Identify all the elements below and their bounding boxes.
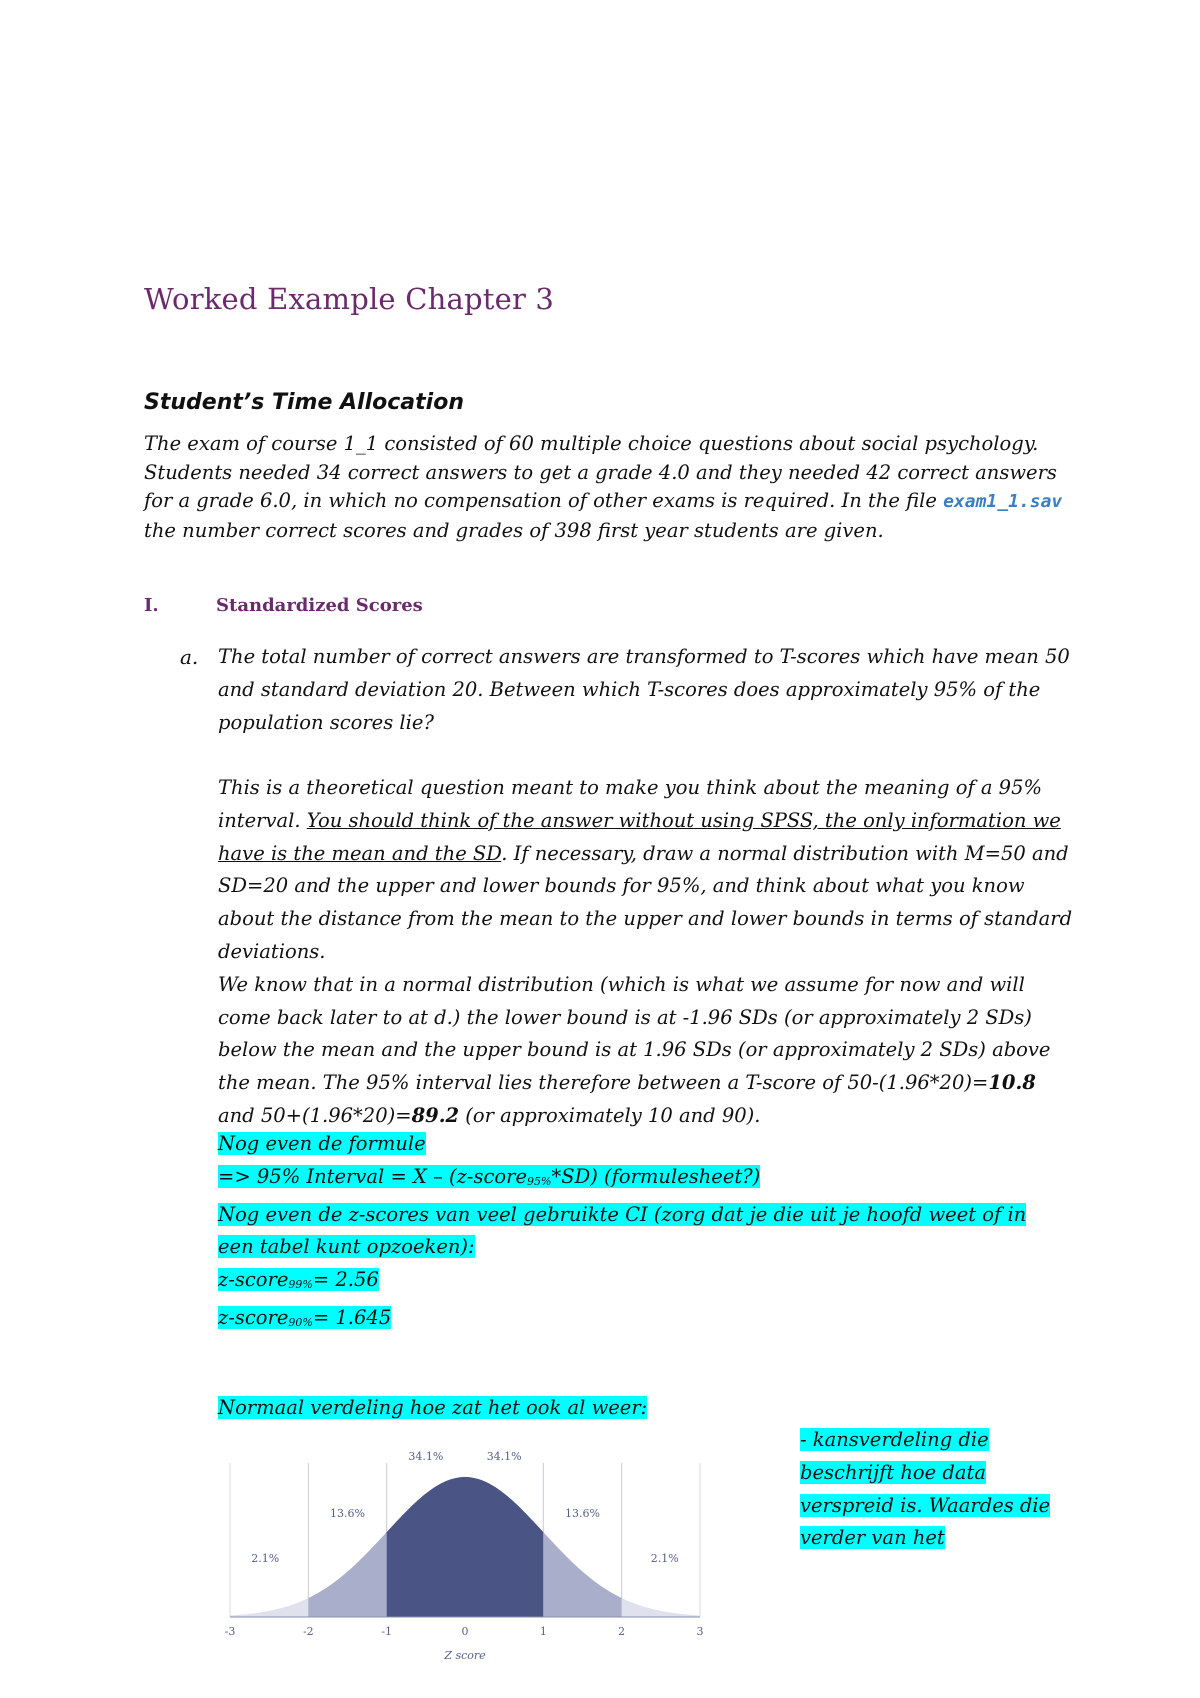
tick-label: -1 xyxy=(381,1625,393,1638)
note-line: => 95% Interval = X – (z-score$_{95\%}$*SD) (formulesheet?) xyxy=(218,1164,761,1188)
underlined-note: You should think of the answer without using SPSS, the only information we have is the mean and the SD xyxy=(218,808,1061,865)
section-number: I. xyxy=(144,595,159,616)
subtitle: Student’s Time Allocation xyxy=(144,390,464,415)
answer-paragraph-1: This is a theoretical question meant to make you think about the meaning of a 95% interval. You should think of the answer without using SPSS, the only information we have is the mean and the SD. If necessary, draw a normal distribution with M=50 and SD=20 and the upper and lower bounds for 95%, and think about what you know about the distance from the mean to the upper and lower bounds in terms of standard deviations. xyxy=(218,776,1073,963)
intro-text-1: The exam of course 1_1 consisted of 60 multiple choice questions about social psychology. Students needed 34 correct answers to get a grade 4.0 and they needed 42 correct answers for a grade 6.0, in which no compensation of other exams is required. In the file xyxy=(144,432,1057,512)
note-line: Nog even de formule xyxy=(218,1132,426,1155)
region-6 xyxy=(622,1598,700,1617)
percent-label: 34.1% xyxy=(486,1450,522,1463)
file-link[interactable]: exam1_1.sav xyxy=(943,491,1063,512)
side-line: - kansverdeling die xyxy=(800,1428,989,1451)
region-2 xyxy=(308,1532,386,1617)
upper-bound: 89.2 xyxy=(411,1103,460,1127)
normal-distribution-chart xyxy=(220,1445,710,1670)
intro-text-2: the number correct scores and grades of 398 first year students are given. xyxy=(144,518,884,542)
note-line: Nog even de z-scores van veel gebruikte CI (zorg dat je die uit je hoofd weet of in xyxy=(218,1202,1027,1226)
region-4 xyxy=(465,1477,543,1617)
note-line: z-score$_{90\%}$= 1.645 xyxy=(218,1305,392,1329)
side-note xyxy=(800,1424,1050,1555)
highlighted-notes xyxy=(218,1128,1026,1340)
percent-label: 34.1% xyxy=(408,1450,444,1463)
page-title: Worked Example Chapter 3 xyxy=(144,282,555,316)
percent-label: 13.6% xyxy=(330,1507,365,1520)
item-letter: a. xyxy=(180,645,199,669)
question-text: The total number of correct answers are transformed to T-scores which have mean 50 and standard deviation 20. Between which T-scores does approximately 95% of the population scores lie? xyxy=(218,645,1070,734)
region-5 xyxy=(543,1532,621,1617)
tick-label: -3 xyxy=(224,1625,236,1638)
normal-heading: Normaal verdeling hoe zat het ook al weer: xyxy=(218,1396,648,1419)
tick-label: -2 xyxy=(302,1625,314,1638)
tick-label: 2 xyxy=(618,1625,626,1638)
side-line: beschrijft hoe data xyxy=(800,1460,986,1484)
tick-label: 1 xyxy=(539,1625,547,1638)
side-line: verder van het xyxy=(800,1526,945,1550)
tick-label: 3 xyxy=(696,1625,704,1638)
note-line: z-score$_{99\%}$= 2.56 xyxy=(218,1268,379,1292)
x-axis-label: Z score xyxy=(444,1649,486,1662)
answer-text xyxy=(218,772,1078,1133)
percent-label: 2.1% xyxy=(650,1552,679,1565)
percent-label: 13.6% xyxy=(565,1507,600,1520)
region-3 xyxy=(387,1477,465,1617)
answer-paragraph-2: We know that in a normal distribution (which is what we assume for now and will come back later to at d.) the lower bound is at -1.96 SDs (or approximately 2 SDs) below the mean and the upper bound is at 1.96 SDs (or approximately 2 SDs) above the mean. The 95% interval lies therefore between a T-score of 50-(1.96*20)=10.8 and 50+(1.96*20)=89.2 (or approximately 10 and 90). xyxy=(218,972,1051,1127)
intro-paragraph xyxy=(144,430,1074,545)
lower-bound: 10.8 xyxy=(988,1071,1036,1095)
percent-label: 2.1% xyxy=(251,1552,280,1565)
note-line: een tabel kunt opzoeken): xyxy=(218,1235,475,1259)
side-line: verspreid is. Waardes die xyxy=(800,1493,1051,1517)
tick-label: 0 xyxy=(461,1625,469,1638)
region-1 xyxy=(230,1598,308,1617)
section-title: Standardized Scores xyxy=(216,595,423,616)
